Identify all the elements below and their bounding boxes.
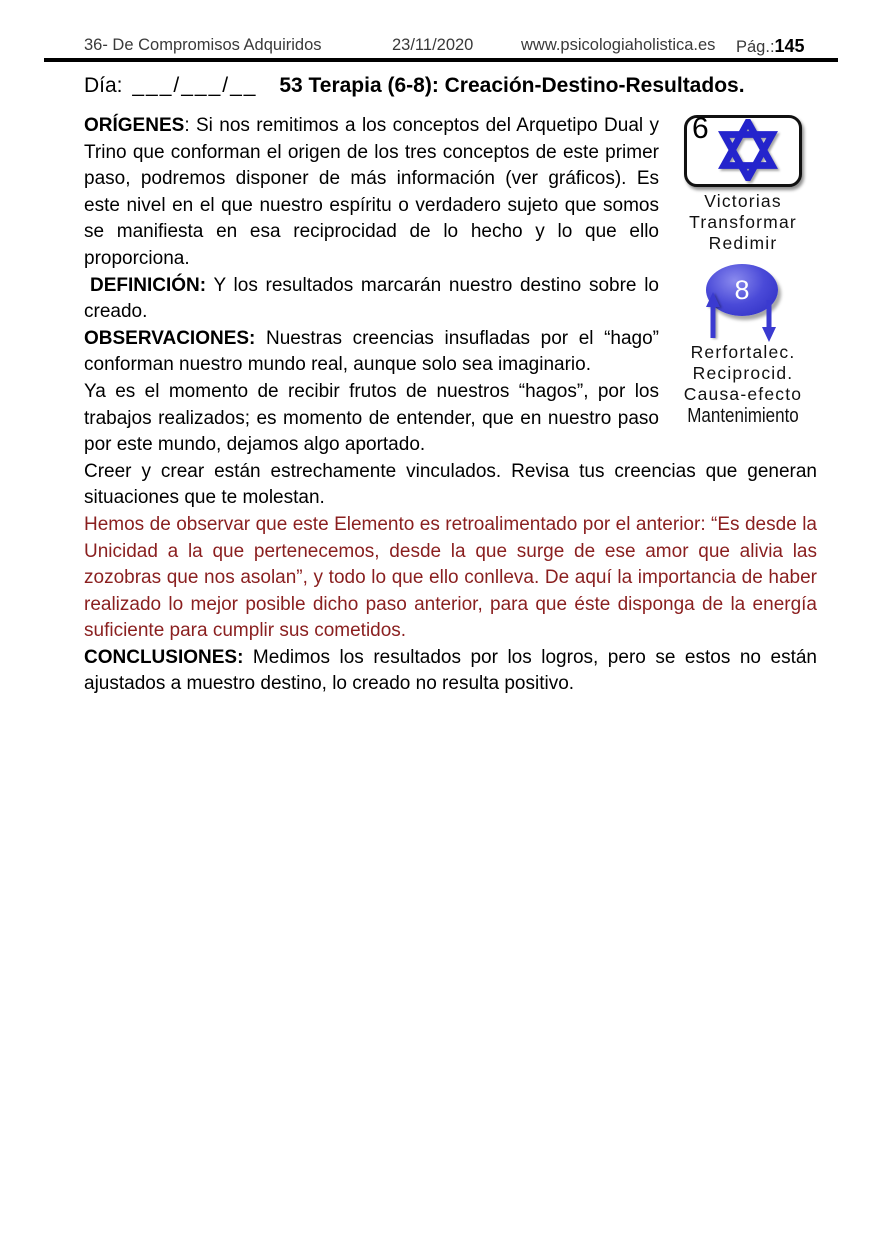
document-body: [84, 113, 817, 698]
header-document-title: 36- De Compromisos Adquiridos: [84, 36, 322, 54]
header-rule: [44, 58, 838, 62]
star-caption-3: Redimir: [708, 233, 778, 253]
ellipse-caption-2: Reciprocid.: [692, 363, 794, 383]
header-page: [736, 36, 805, 57]
card-number-6: 6: [692, 112, 709, 145]
ellipse-badge-8: 8: [706, 264, 778, 316]
ellipse-figure: [669, 264, 817, 316]
header-website: www.psicologiaholistica.es: [521, 36, 716, 54]
day-label: Día:: [84, 74, 123, 97]
definicion-label: DEFINICIÓN:: [90, 274, 207, 296]
origenes-label: ORÍGENES: [84, 115, 185, 136]
origenes-text: : Si nos remitimos a los conceptos del Arquetipo Dual y Trino que conforman el origen de los tres conceptos de este primer paso, podremos disponer de más información (ver gráficos). Es este nivel en el que nuestro espíritu o verdadero sujeto que somos se manifiesta en esa reciprocidad de lo hecho y lo que ello proporciona.: [84, 115, 659, 269]
ellipse-caption-3: Causa-efecto: [683, 384, 803, 404]
definicion-text: Y los resultados marcarán nuestro destino sobre lo creado.: [84, 274, 659, 323]
ellipse-caption-1: Rerfortalec.: [690, 342, 796, 362]
section-conclusiones: [84, 645, 817, 698]
therapy-title: 53 Terapia (6-8): Creación-Destino-Resultados.: [279, 74, 745, 97]
observaciones-text: Nuestras creencias insufladas por el “hago” conforman nuestro mundo real, aunque solo sea imaginario.: [84, 327, 659, 376]
observaciones-label: OBSERVACIONES:: [84, 327, 256, 349]
arrow-up-icon: [705, 292, 721, 340]
conclusiones-text: Medimos los resultados por los logros, pero se estos no están ajustados a muestro destino, lo creado no resulta positivo.: [84, 646, 817, 695]
day-blank-fields: ___/___/__: [132, 74, 258, 97]
header-date: 23/11/2020: [392, 36, 474, 54]
page-title: [84, 74, 745, 98]
page-number: 145: [774, 36, 805, 56]
figure-column: [669, 113, 817, 428]
conclusiones-label: CONCLUSIONES:: [84, 646, 244, 668]
star-caption-2: Transformar: [689, 212, 797, 232]
ellipse-caption-4: Mantenimiento: [687, 405, 799, 427]
page-label: Pág.:: [736, 38, 775, 56]
arrow-down-icon: [761, 298, 777, 342]
star-card: [684, 112, 802, 187]
paragraph-creer: Creer y crear están estrechamente vinculados. Revisa tus creencias que generan situaciones que te molestan.: [84, 460, 817, 509]
star-caption-1: Victorias: [704, 191, 782, 211]
paragraph-destacado-rojo: Hemos de observar que este Elemento es retroalimentado por el anterior: “Es desde la Unicidad a la que pertenecemos, desde la que surge de ese amor que alivia las zozobras que nos asolan”, y todo lo que ello conlleva. De aquí la importancia de haber realizado lo mejor posible dicho paso anterior, para que éste disponga de la energía suficiente para cumplir sus cometidos.: [84, 513, 817, 642]
paragraph-frutos: Ya es el momento de recibir frutos de nuestros “hagos”, por los trabajos realizados; es momento de entender, que en nuestro paso por este mundo, dejamos algo aportado.: [84, 380, 659, 456]
star-of-david-icon: [715, 119, 781, 181]
